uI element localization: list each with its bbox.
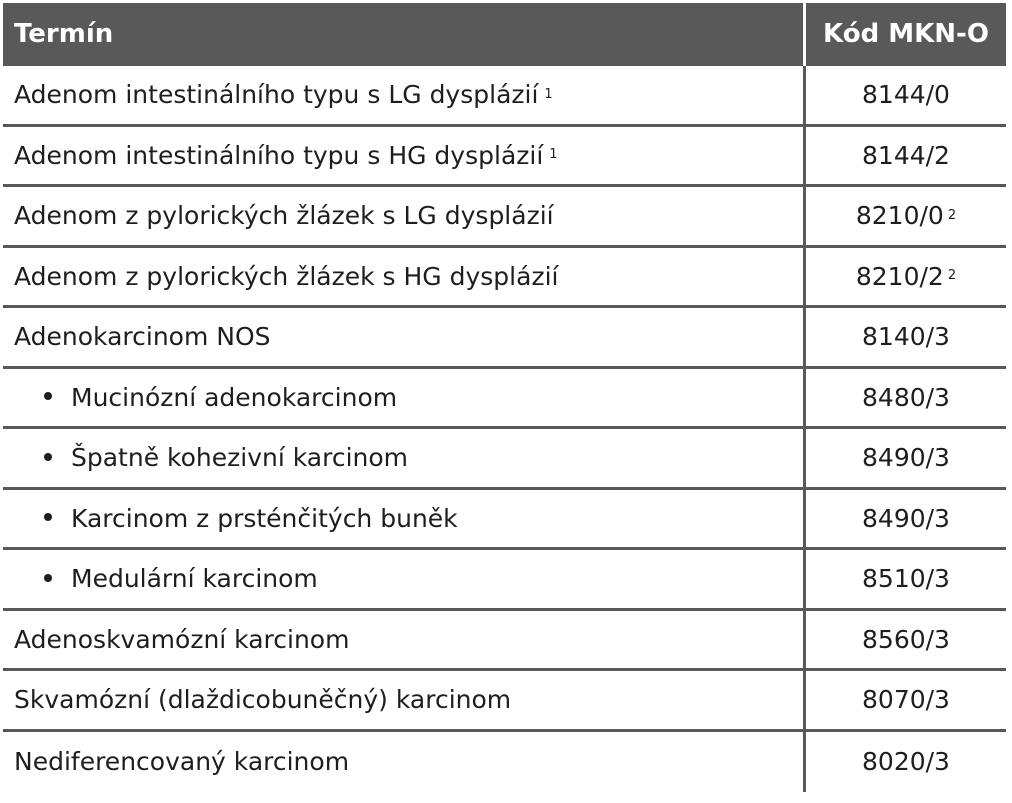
code-text: 8020/3 — [862, 747, 950, 777]
term-cell — [3, 187, 800, 245]
term-text: Medulární karcinom — [71, 564, 318, 594]
term-cell — [3, 732, 800, 793]
term-text: Adenoskvamózní karcinom — [14, 624, 350, 654]
table-row — [3, 732, 1006, 793]
table-row — [3, 308, 1006, 369]
code-text: 8210/2 — [855, 261, 944, 291]
table-header — [3, 3, 1006, 66]
code-cell — [803, 671, 1006, 729]
table-row — [3, 611, 1006, 672]
code-text: 8510/3 — [862, 564, 950, 594]
table-body — [3, 66, 1006, 792]
term-cell — [3, 369, 800, 427]
table-row — [3, 550, 1006, 611]
bullet-icon — [44, 513, 52, 521]
term-text: Adenom z pylorických žlázek s LG dysplázií — [14, 201, 554, 231]
term-text: Adenokarcinom NOS — [14, 322, 271, 352]
table-row — [3, 369, 1006, 430]
code-cell — [803, 611, 1006, 669]
term-text: Adenom intestinálního typu s LG dysplázií — [14, 80, 539, 110]
term-text: Mucinózní adenokarcinom — [71, 382, 398, 412]
code-cell — [803, 490, 1006, 548]
header-term: Termín — [14, 19, 114, 49]
term-text: Adenom z pylorických žlázek s HG dysplázií — [14, 261, 559, 291]
table-row — [3, 671, 1006, 732]
term-cell — [3, 308, 800, 366]
code-cell — [803, 429, 1006, 487]
term-cell: Adenom intestinálního typu s HG dysplázií 1 — [14, 140, 558, 170]
table-row — [3, 66, 1006, 127]
code-text: 8490/3 — [862, 503, 950, 533]
term-text: Adenom intestinálního typu s HG dysplázií — [14, 140, 544, 170]
term-cell — [3, 550, 800, 608]
bullet-icon — [44, 574, 52, 582]
code-cell — [803, 127, 1006, 185]
term-text: Skvamózní (dlaždicobuněčný) karcinom — [14, 685, 512, 715]
term-cell: Adenom intestinálního typu s LG dysplázií 1 — [14, 80, 553, 110]
term-cell — [3, 671, 800, 729]
table-row — [3, 187, 1006, 248]
code-text: 8144/0 — [862, 80, 950, 110]
table-row — [3, 127, 1006, 188]
code-text: 8210/0 — [855, 201, 944, 231]
term-text: Špatně kohezivní karcinom — [71, 443, 409, 473]
code-text: 8560/3 — [862, 624, 950, 654]
code-text: 8144/2 — [862, 140, 950, 170]
term-cell — [3, 248, 800, 306]
code-text: 8070/3 — [862, 685, 950, 715]
code-cell: 8210/2 2 — [803, 248, 1006, 306]
bullet-icon — [44, 453, 52, 461]
code-cell — [803, 308, 1006, 366]
code-cell — [803, 550, 1006, 608]
table-row — [3, 429, 1006, 490]
term-cell — [3, 611, 800, 669]
table-row — [3, 248, 1006, 309]
code-cell — [803, 732, 1006, 793]
classification-table — [3, 3, 1009, 795]
header-code: Kód MKN-O — [803, 3, 1006, 66]
term-text: Karcinom z prsténčitých buněk — [71, 503, 458, 533]
code-cell — [803, 66, 1006, 124]
code-cell — [803, 369, 1006, 427]
term-text: Nediferencovaný karcinom — [14, 747, 350, 777]
code-text: 8480/3 — [862, 382, 950, 412]
table-row — [3, 490, 1006, 551]
code-text: 8140/3 — [862, 322, 950, 352]
term-cell — [3, 429, 800, 487]
term-cell — [3, 490, 800, 548]
code-cell: 8210/0 2 — [803, 187, 1006, 245]
code-text: 8490/3 — [862, 443, 950, 473]
bullet-icon — [44, 392, 52, 400]
